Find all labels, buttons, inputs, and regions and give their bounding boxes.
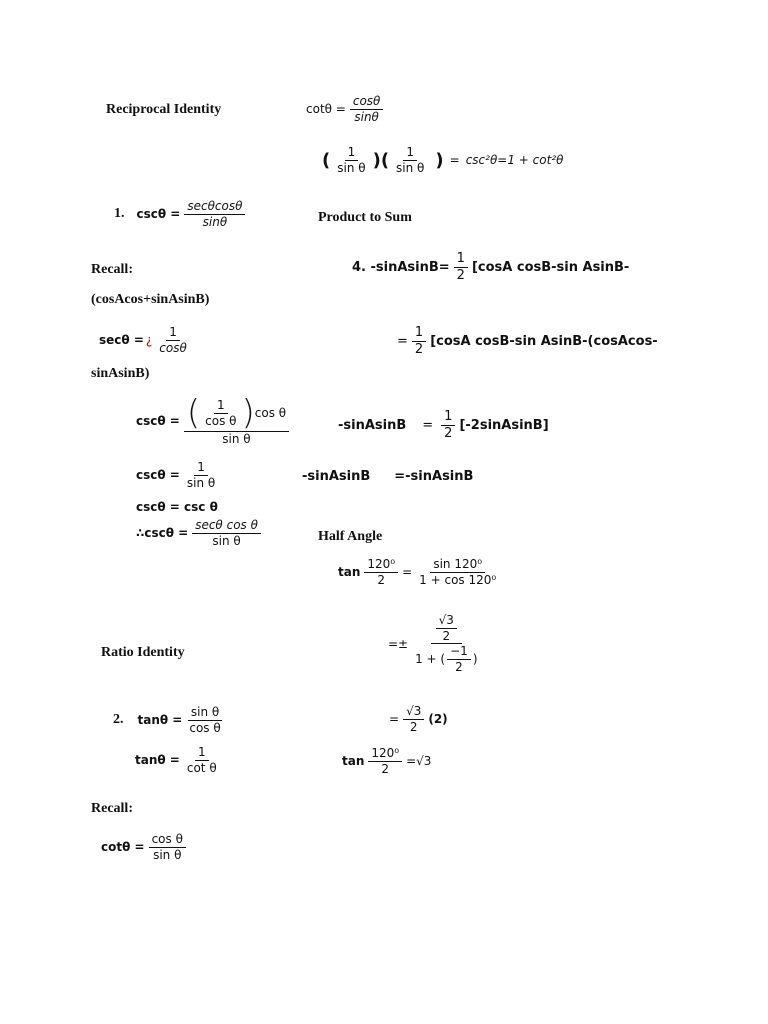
line-2-bot-den: 2 bbox=[455, 659, 463, 674]
product-equals: = bbox=[449, 153, 460, 168]
half-angle-line-4-rhs: =√3 bbox=[406, 754, 432, 769]
product-line-1-rhs: [cosA cosB-sin AsinB- bbox=[471, 259, 630, 275]
line-2-top-num: √3 bbox=[436, 614, 457, 629]
tan-2-denominator: cot θ bbox=[186, 760, 217, 775]
line-4-num: 120⁰ bbox=[368, 747, 402, 762]
half-angle-line-4 bbox=[342, 747, 431, 775]
half-angle-line-4-arg bbox=[368, 747, 402, 775]
product-line-4-lhs: -sinAsinB bbox=[302, 469, 371, 484]
cot-numerator: cosθ bbox=[350, 95, 384, 110]
csc-step-4 bbox=[136, 519, 263, 547]
product-line-2-eq: = bbox=[397, 333, 408, 349]
cot-ratio-denominator: sin θ bbox=[153, 847, 182, 862]
half-angle-arg bbox=[364, 558, 398, 586]
sec-numerator: 1 bbox=[166, 326, 180, 341]
csc-step-1-inner bbox=[202, 399, 239, 427]
half-den-3: 2 bbox=[444, 425, 453, 441]
line-2-top-fraction bbox=[436, 614, 457, 642]
heading-product-to-sum: Product to Sum bbox=[318, 210, 412, 225]
csc-step-2-numerator: 1 bbox=[194, 461, 208, 476]
half-angle-line-2-eq: =± bbox=[388, 636, 409, 651]
sec-mark: ¿ bbox=[145, 333, 153, 348]
product-close: ) bbox=[435, 149, 444, 171]
tan-1-numerator: sin θ bbox=[188, 706, 222, 721]
product-line-1 bbox=[352, 252, 629, 282]
line-3-num: √3 bbox=[403, 705, 424, 720]
heading-recall-2: Recall: bbox=[91, 801, 133, 816]
csc-identity-1 bbox=[114, 200, 247, 228]
product-fraction-1 bbox=[334, 146, 368, 174]
product-one-2: 1 bbox=[403, 146, 417, 161]
item-number-2: 2. bbox=[113, 712, 124, 728]
line-2-bot-close: ) bbox=[472, 651, 478, 666]
product-line-2-continued: sinAsinB) bbox=[91, 366, 150, 381]
csc-step-4-denominator: sin θ bbox=[212, 533, 241, 548]
tan-1-fraction bbox=[186, 706, 223, 734]
line-2-bot-num: −1 bbox=[447, 645, 471, 660]
csc-step-1-denominator: sin θ bbox=[222, 432, 251, 446]
half-angle-rhs-num: sin 120⁰ bbox=[430, 558, 485, 573]
product-rhs: csc²θ=1 + cot²θ bbox=[465, 153, 564, 168]
sec-definition bbox=[99, 326, 192, 354]
csc-step-1-numerator bbox=[184, 393, 289, 433]
half-angle-line-3-fraction bbox=[403, 705, 424, 733]
half-den-2: 2 bbox=[414, 341, 424, 357]
product-line-4 bbox=[302, 469, 473, 484]
csc-step-1-paren-group bbox=[186, 393, 255, 433]
heading-recall-1: Recall: bbox=[91, 262, 133, 277]
half-angle-rhs-den: 1 + cos 120⁰ bbox=[419, 572, 497, 587]
csc-step-1-cos: cos θ bbox=[254, 405, 287, 420]
product-den-1: sin θ bbox=[337, 160, 366, 175]
line-4-den: 2 bbox=[381, 761, 390, 776]
product-line-3-lhs: -sinAsinB bbox=[338, 417, 407, 433]
csc-step-4-fraction bbox=[192, 519, 261, 547]
sec-lhs: secθ = bbox=[99, 333, 144, 348]
cot-ratio-fraction bbox=[149, 833, 186, 861]
tan-identity-1 bbox=[113, 706, 226, 734]
product-line-3-rhs: [-2sinAsinB] bbox=[459, 417, 549, 433]
tan-2-lhs: tanθ = bbox=[135, 753, 180, 768]
tan-1-lhs: tanθ = bbox=[137, 713, 183, 728]
half-angle-tan: tan bbox=[338, 565, 361, 580]
half-angle-line-1 bbox=[338, 558, 501, 586]
half-num-2: 1 bbox=[412, 326, 426, 342]
half-angle-arg-den: 2 bbox=[377, 572, 386, 587]
heading-half-angle: Half Angle bbox=[318, 529, 383, 544]
tan-identity-2 bbox=[135, 746, 222, 774]
csc-step-1-fraction bbox=[184, 393, 289, 446]
half-angle-eq: = bbox=[402, 565, 413, 580]
csc-step-2-denominator: sin θ bbox=[186, 475, 216, 490]
cot-lhs: cotθ = bbox=[306, 102, 346, 117]
csc-fraction bbox=[184, 200, 245, 228]
line-3-den: 2 bbox=[409, 719, 418, 734]
cot-ratio-lhs: cotθ = bbox=[101, 840, 145, 855]
product-line-2 bbox=[397, 326, 658, 356]
product-mid: )( bbox=[372, 149, 390, 171]
csc-step-3-text: cscθ = csc θ bbox=[136, 500, 218, 514]
line-2-bot-fraction bbox=[447, 645, 471, 673]
csc-lhs: cscθ = bbox=[136, 207, 181, 222]
product-fraction-2 bbox=[393, 146, 427, 174]
cot-fraction bbox=[350, 95, 384, 123]
csc-step-2-lhs: cscθ = bbox=[136, 468, 180, 483]
half-angle-line-4-tan: tan bbox=[342, 754, 365, 769]
csc-denominator: sinθ bbox=[202, 214, 228, 229]
csc-step-2 bbox=[136, 461, 220, 489]
product-line-3-eq: = bbox=[422, 417, 434, 433]
half-angle-arg-num: 120⁰ bbox=[364, 558, 398, 573]
product-line-1-continued: (cosAcos+sinAsinB) bbox=[91, 292, 210, 307]
left-paren: ( bbox=[186, 393, 201, 433]
half-angle-line-3 bbox=[389, 705, 448, 733]
half-angle-line-3-rhs: (2) bbox=[428, 712, 448, 727]
csc-step-4-lhs: ∴cscθ = bbox=[136, 526, 189, 541]
product-line-4-rhs: =-sinAsinB bbox=[394, 469, 474, 484]
item-number-1: 1. bbox=[114, 206, 125, 222]
right-paren: ) bbox=[241, 393, 255, 433]
half-angle-rhs bbox=[416, 558, 499, 586]
line-2-numerator bbox=[431, 614, 462, 644]
product-one-1: 1 bbox=[345, 146, 359, 161]
csc-step-1 bbox=[136, 393, 291, 446]
line-2-denominator bbox=[412, 644, 480, 673]
half-angle-line-2 bbox=[388, 614, 483, 673]
half-angle-line-2-fraction bbox=[412, 614, 480, 673]
heading-reciprocal-identity: Reciprocal Identity bbox=[106, 102, 222, 117]
inner-numerator: 1 bbox=[214, 399, 228, 414]
cot-ratio-numerator: cos θ bbox=[149, 833, 186, 848]
product-half-1 bbox=[454, 252, 468, 282]
product-den-2: sin θ bbox=[396, 160, 425, 175]
csc-step-4-numerator: secθ cos θ bbox=[192, 519, 261, 534]
product-line-3 bbox=[338, 410, 549, 440]
line-2-top-den: 2 bbox=[442, 628, 451, 643]
product-half-2 bbox=[412, 326, 426, 356]
product-half-3 bbox=[441, 410, 455, 440]
product-item: 4. -sinAsinB= bbox=[352, 259, 450, 275]
cot-definition bbox=[306, 95, 385, 123]
csc-step-1-lhs: cscθ = bbox=[136, 413, 180, 428]
sec-denominator: cosθ bbox=[159, 340, 187, 355]
half-num-1: 1 bbox=[454, 252, 468, 268]
tan-2-numerator: 1 bbox=[195, 746, 209, 761]
csc-numerator: secθcosθ bbox=[184, 200, 245, 215]
half-den-1: 2 bbox=[456, 267, 465, 283]
tan-2-fraction bbox=[184, 746, 220, 774]
cot-denominator: sinθ bbox=[354, 109, 379, 124]
half-angle-line-3-eq: = bbox=[389, 712, 400, 727]
csc-step-3 bbox=[136, 500, 218, 514]
heading-ratio-identity: Ratio Identity bbox=[101, 645, 185, 660]
product-open: ( bbox=[322, 149, 331, 171]
half-num-3: 1 bbox=[441, 410, 455, 426]
product-line-2-rhs: [cosA cosB-sin AsinB-(cosAcos- bbox=[430, 333, 658, 349]
line-2-bot-one: 1 + ( bbox=[415, 651, 446, 666]
inner-denominator: cos θ bbox=[205, 413, 237, 428]
pythagorean-product bbox=[322, 146, 563, 174]
cot-ratio bbox=[101, 833, 188, 861]
csc-step-2-fraction bbox=[184, 461, 218, 489]
tan-1-denominator: cos θ bbox=[189, 720, 221, 735]
sec-fraction bbox=[156, 326, 190, 354]
